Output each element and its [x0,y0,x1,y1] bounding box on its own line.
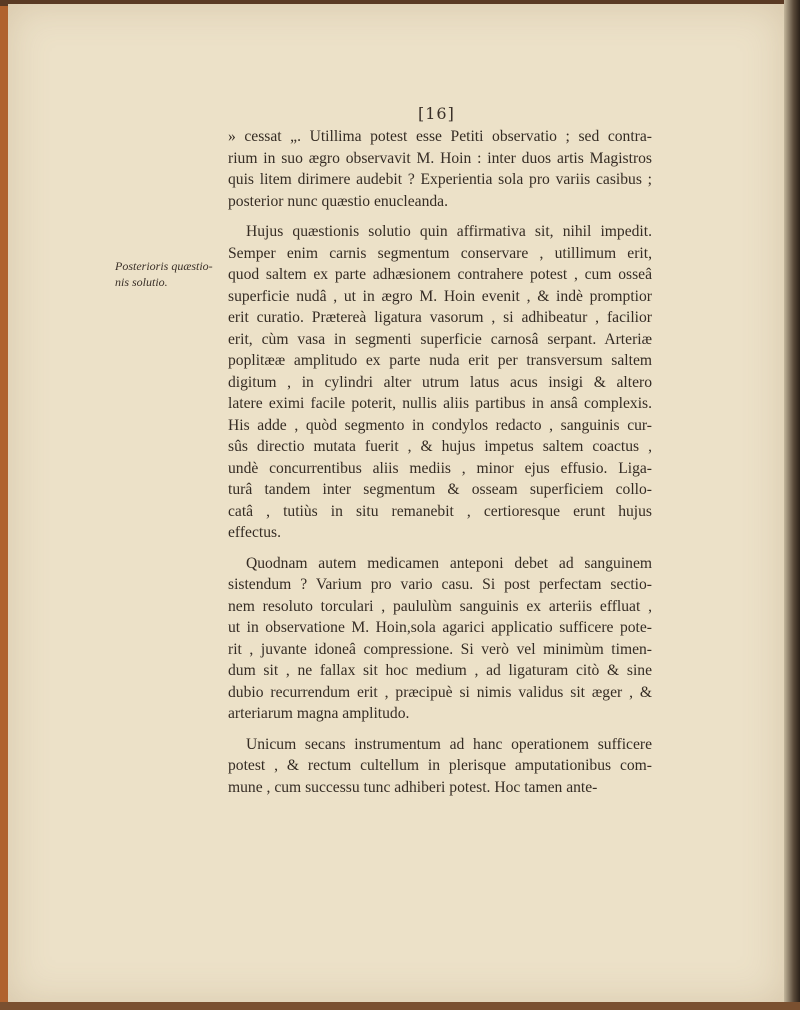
text-line: catâ , tutiùs in situ remanebit , certioresque erunt hujus [228,502,652,520]
book-bottom-edge [0,1002,800,1010]
text-line: Unicum secans instrumentum ad hanc operationem sufficere [246,735,652,753]
text-line: ut in observatione M. Hoin,sola agarici applicatio sufficere pote- [228,619,652,636]
text-line: potest , & rectum cultellum in plerisque amputationibus com- [228,757,652,774]
book-spine-left [0,0,8,1010]
paragraph [228,553,652,725]
text-line: erit, cùm vasa in segmenti superficie carnosâ serpant. Arteriæ [228,330,652,348]
text-line: turâ tandem inter segmentum & osseam superficiem collo- [228,481,652,498]
text-line: nem resoluto torculari , paululùm sanguinis ex arteriis effluat , [228,597,652,615]
text-line: mune , cum successu tunc adhiberi potest. Hoc tamen ante- [228,778,598,796]
margin-note-line: nis solutio. [115,275,168,289]
paragraph [228,734,652,799]
text-line: His adde , quòd segmento in condylos redacto , sanguinis cur- [228,416,652,434]
text-line: posterior nunc quæstio enucleanda. [228,192,448,210]
text-line: dubio recurrendum erit , præcipuè si nimis validus sit æger , & [228,683,652,701]
text-line: quis litem dirimere audebit ? Experientia sola pro variis casibus ; [228,171,652,188]
book-spine-right [784,0,800,1010]
paragraph [228,221,652,544]
text-line: Semper enim carnis segmentum conservare , utillimum erit, [228,244,652,262]
text-line: erit curatio. Prætereà ligatura vasorum , si adhibeatur , facilior [228,309,652,326]
text-line: » cessat „. Utillima potest esse Petiti observatio ; sed contra- [228,128,652,145]
text-line: Quodnam autem medicamen anteponi debet ad sanguinem [246,554,652,572]
text-line: undè concurrentibus aliis mediis , minor ejus effusio. Liga- [228,459,652,477]
margin-note-line: Posterioris quæstio- [115,259,213,273]
text-line: arteriarum magna amplitudo. [228,705,410,722]
text-line: rium in suo ægro observavit M. Hoin : inter duos artis Magistros [228,149,652,167]
body-text [228,126,652,798]
text-line: quod saltem ex parte adhæsionem contrahere potest , cum osseâ [228,266,652,283]
page-number: [16] [418,104,455,123]
text-line: latere eximi facile poterit, nullis aliis partibus in ansâ complexis. [228,395,652,412]
text-line: sistendum ? Varium pro vario casu. Si post perfectam sectio- [228,576,652,593]
text-line: Hujus quæstionis solutio quin affirmativa sit, nihil impedit. [246,223,652,240]
text-line: superficie nudâ , ut in ægro M. Hoin evenit , & indè promptior [228,287,652,305]
text-line: dum sit , ne fallax sit hoc medium , ad ligaturam citò & sine [228,662,652,679]
text-line: effectus. [228,524,281,541]
text-line: digitum , in cylindri alter utrum latus acus insigi & altero [228,373,652,391]
paragraph [228,126,652,212]
text-line: sûs directio mutata fuerit , & hujus impetus saltem coactus , [228,438,652,455]
margin-note [115,258,225,290]
text-line: rit , juvante idoneâ compressione. Si verò vel minimùm timen- [228,640,652,658]
text-line: poplitææ amplitudo ex parte nuda erit per transversum saltem [228,352,652,369]
